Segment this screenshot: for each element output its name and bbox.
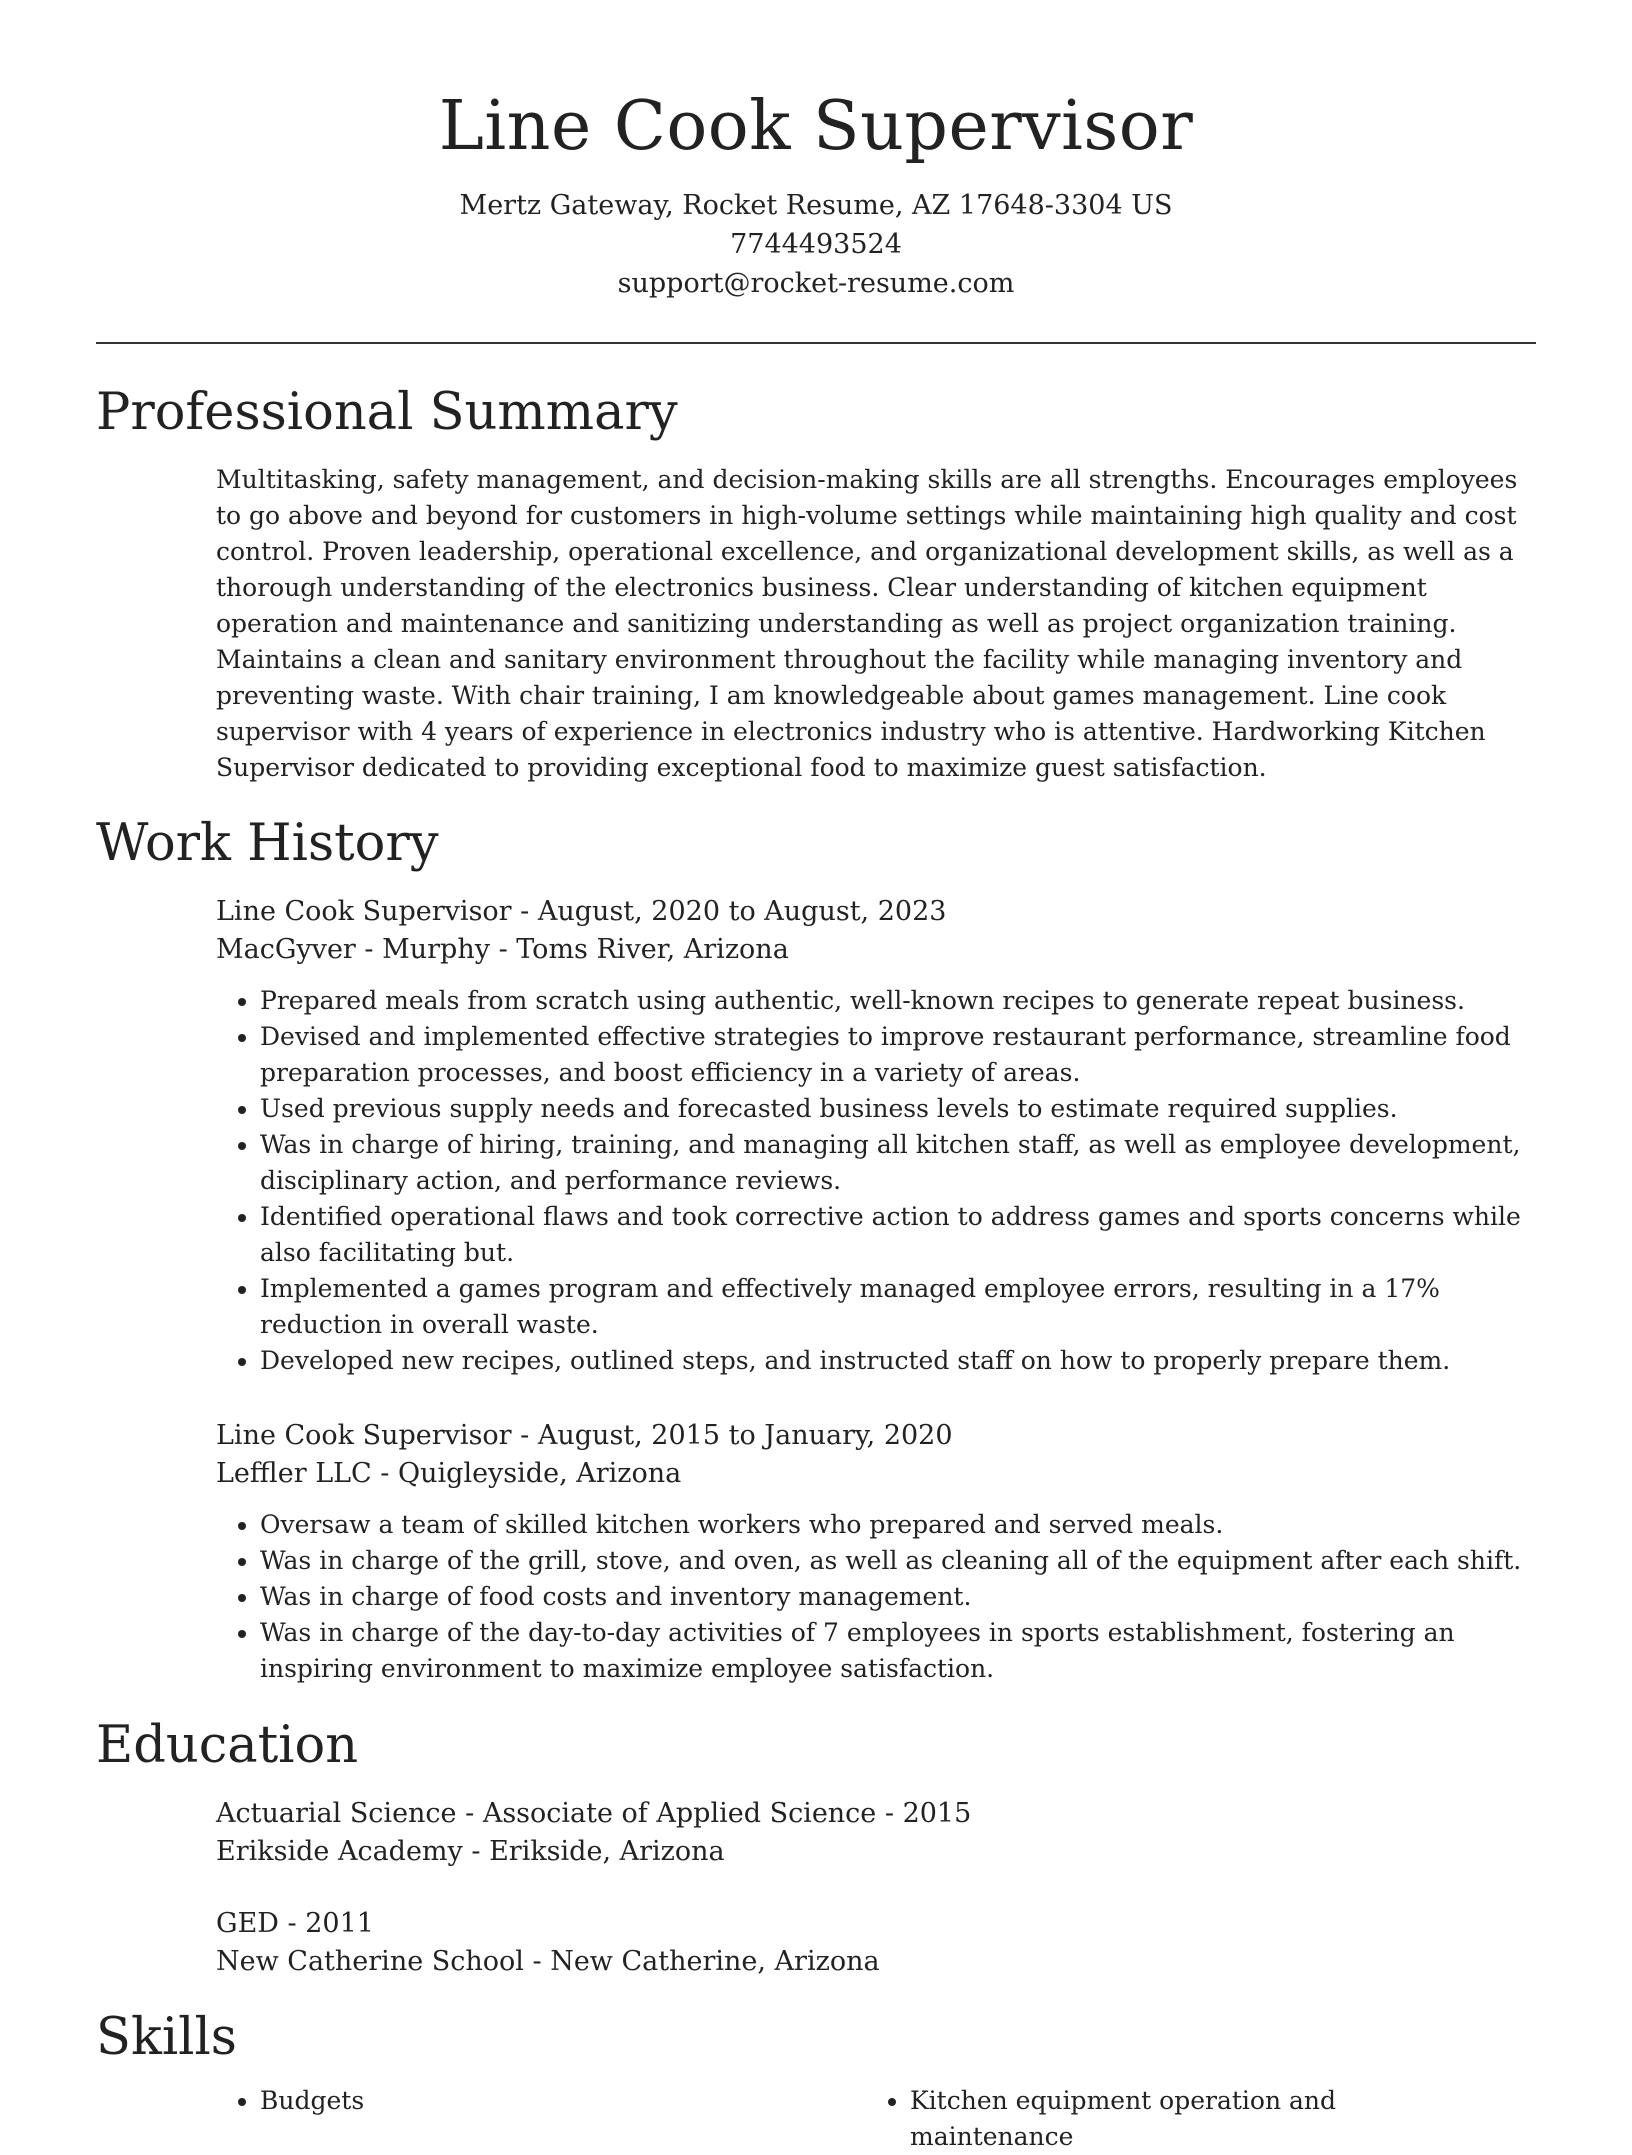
education-entry <box>216 1905 1536 1981</box>
skill-item: • Kitchen equipment operation and maintenance <box>910 2083 1506 2155</box>
list-item: • Identified operational flaws and took corrective action to address games and sports concerns while also facilitating but. <box>260 1199 1536 1271</box>
address: Mertz Gateway, Rocket Resume, AZ 17648-3304 US <box>459 190 1173 221</box>
list-item: • Was in charge of hiring, training, and managing all kitchen staff, as well as employee development, disciplinary action, and performance reviews. <box>260 1127 1536 1199</box>
list-item: • Was in charge of the grill, stove, and oven, as well as cleaning all of the equipment after each shift. <box>260 1543 1536 1579</box>
summary-heading: Professional Summary <box>96 383 678 442</box>
job-company-location: Leffler LLC - Quigleyside, Arizona <box>216 1458 682 1489</box>
resume-header <box>96 82 1536 303</box>
list-item: • Used previous supply needs and forecasted business levels to estimate required supplies. <box>260 1091 1536 1127</box>
job-company-location: MacGyver - Murphy - Toms River, Arizona <box>216 934 789 965</box>
email-address: support@rocket-resume.com <box>617 268 1015 299</box>
degree-line: GED - 2011 <box>216 1908 374 1939</box>
job-title-dates: Line Cook Supervisor - August, 2020 to August, 2023 <box>216 896 947 927</box>
job-responsibilities <box>216 983 1536 1379</box>
skills-column-left <box>216 2083 856 2119</box>
list-item: • Prepared meals from scratch using authentic, well-known recipes to generate repeat business. <box>260 983 1536 1019</box>
list-item: • Developed new recipes, outlined steps, and instructed staff on how to properly prepare them. <box>260 1343 1536 1379</box>
skills-heading: Skills <box>96 2008 237 2067</box>
skills-list <box>216 2083 1536 2151</box>
list-item: • Implemented a games program and effectively managed employee errors, resulting in a 17% reduction in overall waste. <box>260 1271 1536 1343</box>
list-item: • Was in charge of food costs and inventory management. <box>260 1579 1536 1615</box>
school-line: New Catherine School - New Catherine, Arizona <box>216 1946 880 1977</box>
phone-number: 7744493524 <box>730 229 902 260</box>
job-responsibilities <box>216 1507 1536 1687</box>
degree-line: Actuarial Science - Associate of Applied Science - 2015 <box>216 1798 972 1829</box>
list-item: • Was in charge of the day-to-day activities of 7 employees in sports establishment, fostering an inspiring environment to maximize employee satisfaction. <box>260 1615 1536 1687</box>
skills-column-right <box>866 2083 1506 2155</box>
education-heading: Education <box>96 1716 359 1775</box>
list-item: • Devised and implemented effective strategies to improve restaurant performance, streamline food preparation processes, and boost efficiency in a variety of areas. <box>260 1019 1536 1091</box>
job-entry <box>216 1417 1536 1687</box>
skill-item: • Budgets <box>260 2083 856 2119</box>
header-divider <box>96 342 1536 344</box>
school-line: Erikside Academy - Erikside, Arizona <box>216 1836 725 1867</box>
contact-info <box>96 186 1536 303</box>
summary-text: Multitasking, safety management, and decision-making skills are all strengths. Encourages employees to go above and beyond for customers in high-volume settings while maintaining high quality and cost control. Proven leadership, operational excellence, and organizational development skills, as well as a thorough understanding of the electronics business. Clear understanding of kitchen equipment operation and maintenance and sanitizing understanding as well as project organization training. Maintains a clean and sanitary environment throughout the facility while managing inventory and preventing waste. With chair training, I am knowledgeable about games management. Line cook supervisor with 4 years of experience in electronics industry who is attentive. Hardworking Kitchen Supervisor dedicated to providing exceptional food to maximize guest satisfaction. <box>216 465 1518 782</box>
job-title-dates: Line Cook Supervisor - August, 2015 to January, 2020 <box>216 1420 953 1451</box>
candidate-name: Line Cook Supervisor <box>438 87 1194 166</box>
work-history-heading: Work History <box>96 814 439 873</box>
education-entry <box>216 1795 1536 1871</box>
job-entry <box>216 893 1536 1379</box>
list-item: • Oversaw a team of skilled kitchen workers who prepared and served meals. <box>260 1507 1536 1543</box>
